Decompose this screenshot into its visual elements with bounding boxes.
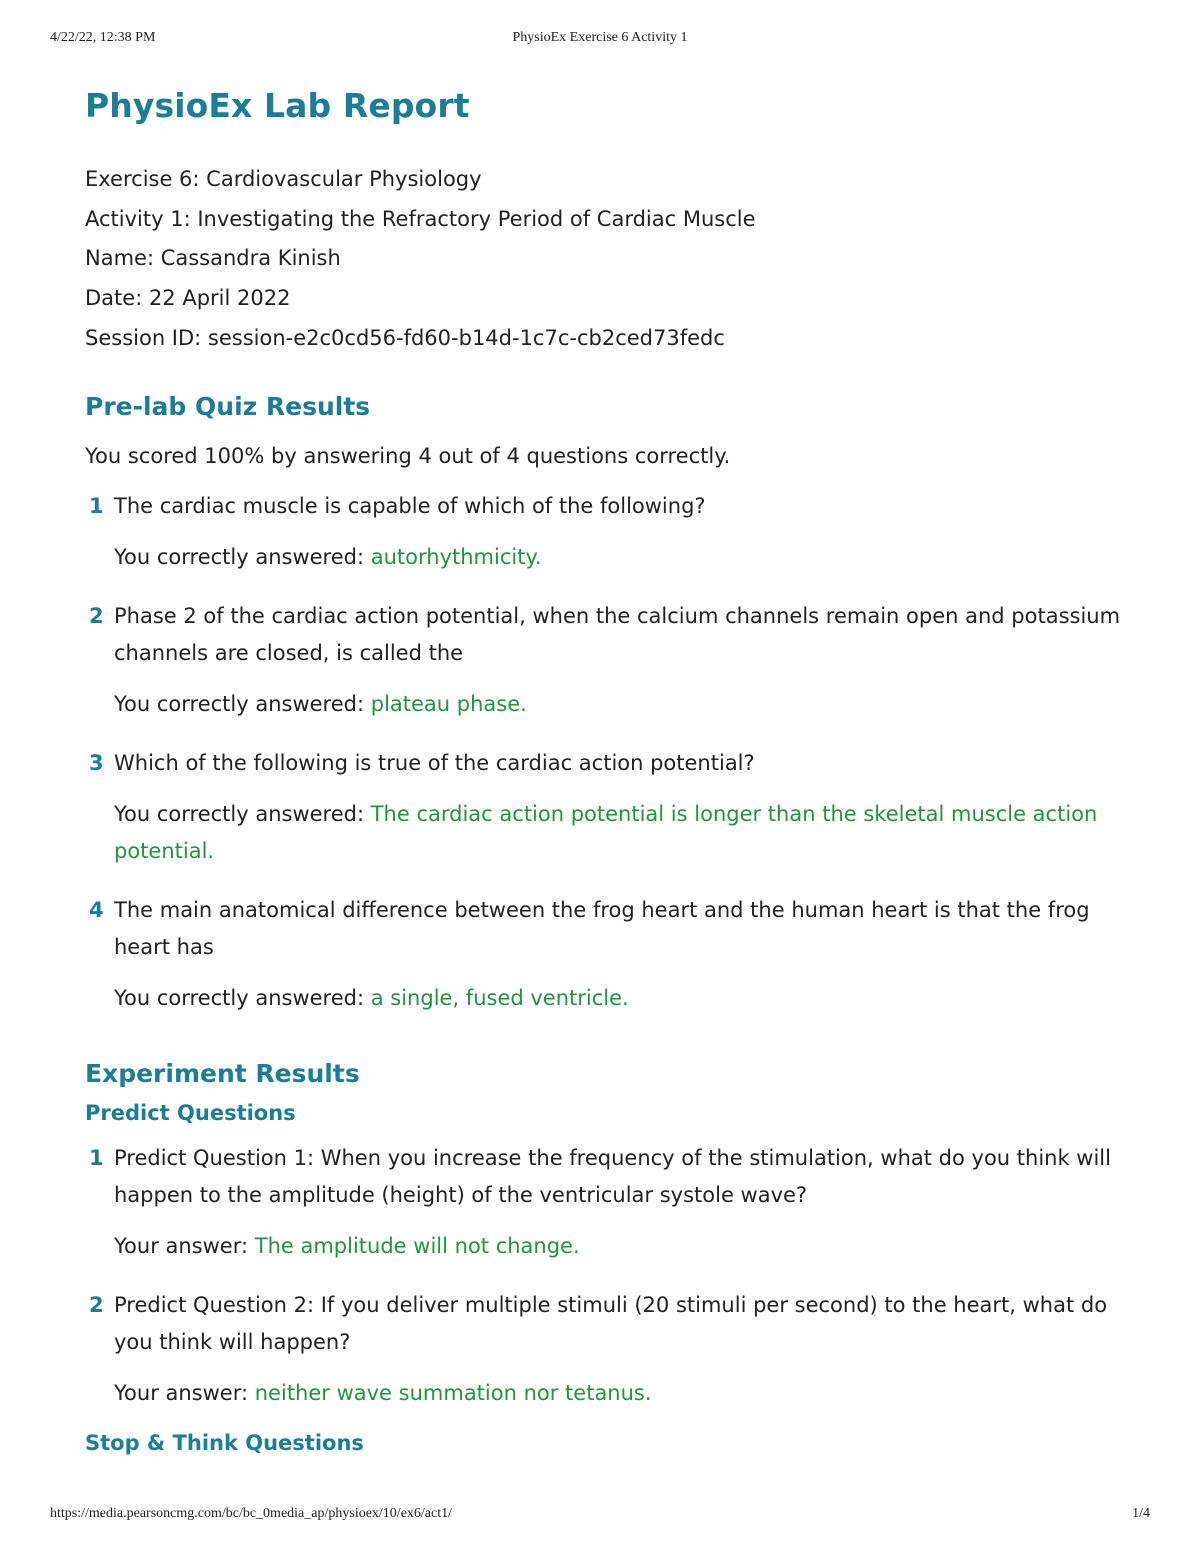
prelab-score: You scored 100% by answering 4 out of 4 questions correctly. [85, 443, 731, 468]
session-id-line: Session ID: session-e2c0cd56-fd60-b14d-1c7c-cb2ced73fedc [85, 325, 725, 350]
question-number: 3 [89, 750, 104, 775]
quiz-question-4 [85, 892, 1145, 966]
print-datetime: 4/22/22, 12:38 PM [50, 30, 156, 45]
lab-report [85, 80, 1145, 1458]
quiz-question-3 [85, 745, 1145, 782]
predict-answer-2 [85, 1375, 1145, 1412]
print-footer [50, 1506, 1150, 1526]
quiz-answer-4 [85, 980, 1145, 1017]
answer-prefix: You correctly answered: [114, 544, 371, 569]
predict-question-2 [85, 1287, 1145, 1361]
stop-think-heading: Stop & Think Questions [85, 1430, 364, 1455]
quiz-answer-2 [85, 686, 1145, 723]
name-line: Name: Cassandra Kinish [85, 246, 341, 271]
footer-url[interactable]: https://media.pearsoncmg.com/bc/bc_0media_ap/physioex/10/ex6/act1/ [50, 1506, 453, 1521]
question-number: 4 [89, 897, 104, 922]
predict-question-1 [85, 1140, 1145, 1214]
print-header [50, 30, 1150, 50]
answer-text: plateau phase. [370, 691, 527, 716]
experiment-heading: Experiment Results [85, 1058, 360, 1088]
report-title: PhysioEx Lab Report [85, 86, 470, 125]
answer-prefix: Your answer: [114, 1380, 255, 1405]
predict-heading: Predict Questions [85, 1100, 296, 1125]
exercise-line: Exercise 6: Cardiovascular Physiology [85, 167, 482, 191]
answer-prefix: You correctly answered: [114, 801, 371, 826]
question-number: 2 [89, 603, 104, 628]
print-doc-title: PhysioEx Exercise 6 Activity 1 [512, 30, 688, 45]
report-meta [85, 160, 1145, 359]
prelab-heading: Pre-lab Quiz Results [85, 391, 371, 421]
page-number: 1/4 [1132, 1506, 1150, 1521]
date-line: Date: 22 April 2022 [85, 286, 291, 311]
activity-line: Activity 1: Investigating the Refractory Period of Cardiac Muscle [85, 206, 756, 231]
answer-text: autorhythmicity. [370, 544, 542, 569]
question-number: 1 [89, 493, 104, 518]
quiz-question-2 [85, 598, 1145, 672]
predict-answer-1 [85, 1228, 1145, 1265]
question-text: The cardiac muscle is capable of which of the following? [114, 493, 706, 518]
answer-text: a single, fused ventricle. [370, 985, 629, 1010]
answer-text: The amplitude will not change. [254, 1233, 580, 1258]
question-text: Which of the following is true of the cardiac action potential? [114, 750, 755, 775]
answer-prefix: You correctly answered: [114, 691, 371, 716]
quiz-answer-1 [85, 539, 1145, 576]
question-number: 1 [89, 1145, 104, 1170]
answer-prefix: You correctly answered: [114, 985, 371, 1010]
answer-prefix: Your answer: [114, 1233, 255, 1258]
answer-text: The cardiac action potential is longer than the skeletal muscle action potential. [114, 801, 1098, 863]
question-text: Predict Question 2: If you deliver multiple stimuli (20 stimuli per second) to the heart, what do you think will happen? [114, 1292, 1108, 1354]
answer-text: neither wave summation nor tetanus. [254, 1380, 652, 1405]
quiz-question-1 [85, 488, 1145, 525]
question-text: Phase 2 of the cardiac action potential, when the calcium channels remain open and potassium channels are closed, is called the [114, 603, 1121, 665]
question-text: The main anatomical difference between the frog heart and the human heart is that the frog heart has [114, 897, 1090, 959]
question-number: 2 [89, 1292, 104, 1317]
quiz-answer-3 [85, 796, 1145, 870]
question-text: Predict Question 1: When you increase the frequency of the stimulation, what do you think will happen to the amplitude (height) of the ventricular systole wave? [114, 1145, 1111, 1207]
